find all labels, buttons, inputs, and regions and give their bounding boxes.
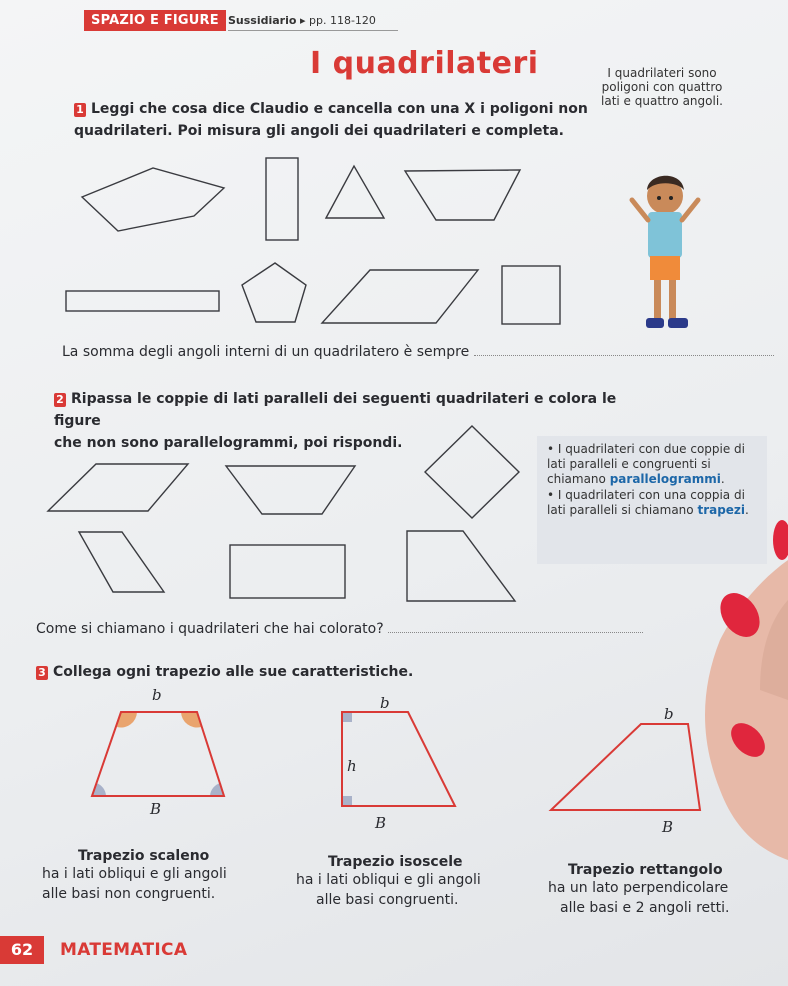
arrow-right-icon: ▸	[299, 14, 306, 27]
desc-isoscele-line1: ha i lati obliqui e gli angoli	[296, 872, 481, 888]
small-base-label-2: b	[380, 694, 390, 712]
exercise1-line1: Leggi che cosa dice Claudio e cancella con una X i poligoni non	[91, 101, 588, 117]
description-rettangolo[interactable]	[548, 862, 778, 918]
desc-scaleno-line1: ha i lati obliqui e gli angoli	[42, 866, 227, 882]
large-base-label-1: B	[150, 800, 162, 818]
small-base-label-3: b	[664, 705, 674, 723]
exercise2-number: 2	[54, 393, 66, 407]
term-parallelogrammi: parallelogrammi	[609, 472, 721, 486]
angle-sum-sentence: La somma degli angoli interni di un quadrilatero è sempre	[62, 344, 470, 360]
page-range: pp. 118-120	[308, 14, 376, 27]
title-scaleno: Trapezio scaleno	[78, 848, 210, 864]
definition-parallelogram-text: • I quadrilateri con due coppie di lati paralleli e congruenti si chiamano	[547, 442, 745, 486]
page-title: I quadrilateri	[310, 46, 539, 81]
right-angle-mark-bottom	[342, 796, 352, 806]
exercise2-line2: che non sono parallelogrammi, poi rispondi.	[54, 435, 403, 451]
definition-parallelogram-end: .	[720, 472, 725, 486]
fingernail-side	[773, 520, 788, 560]
definition-trapezoid-end: .	[745, 503, 749, 517]
trapezoid-2[interactable]	[226, 466, 355, 514]
rectangle-tall[interactable]	[266, 158, 298, 240]
desc-isoscele-line2: alle basi congruenti.	[316, 892, 459, 908]
title-rettangolo: Trapezio rettangolo	[568, 862, 723, 878]
exercise1-line2: quadrilateri. Poi misura gli angoli dei quadrilateri e completa.	[74, 123, 564, 139]
title-isoscele: Trapezio isoscele	[328, 854, 463, 870]
parallelogram-1[interactable]	[322, 270, 478, 323]
height-label: h	[347, 757, 357, 775]
rectangle-flat[interactable]	[66, 291, 219, 311]
section-tag: SPAZIO E FIGURE	[84, 10, 226, 31]
page-number: 62	[0, 936, 44, 964]
claudio-character-illustration	[632, 176, 698, 328]
exercise2-line1: Ripassa le coppie di lati paralleli dei seguenti quadrilateri e colora le figure	[54, 391, 617, 429]
trapezoid-example-scalene	[551, 724, 700, 810]
trapezoid-3[interactable]	[79, 532, 164, 592]
rhombus[interactable]	[425, 426, 519, 518]
small-base-label-1: b	[152, 686, 162, 704]
desc-rettangolo-line2: alle basi e 2 angoli retti.	[560, 900, 730, 916]
parallelogram-2[interactable]	[48, 464, 188, 511]
subject-label: MATEMATICA	[60, 940, 188, 960]
right-trapezoid-1[interactable]	[407, 531, 515, 601]
speech-bubble: I quadrilateri sono poligoni con quattro lati e quattro angoli.	[601, 66, 723, 108]
trapezoid-example-isosceles	[92, 712, 224, 796]
sussidiario-label: Sussidiario	[228, 14, 297, 27]
large-base-label-3: B	[662, 818, 674, 836]
pentagon-regular[interactable]	[242, 263, 306, 322]
trapezoid-example-right	[342, 712, 455, 806]
description-isoscele[interactable]	[296, 854, 526, 910]
term-trapezi: trapezi	[697, 503, 746, 517]
hand-photo	[705, 520, 788, 860]
triangle[interactable]	[326, 166, 384, 218]
desc-rettangolo-line1: ha un lato perpendicolare	[548, 880, 729, 896]
exercise3-number: 3	[36, 666, 48, 680]
exercise1-number: 1	[74, 103, 86, 117]
desc-scaleno-line2: alle basi non congruenti.	[42, 886, 216, 902]
question-text: Come si chiamano i quadrilateri che hai colorato?	[36, 621, 384, 637]
trapezoid-1[interactable]	[405, 170, 520, 220]
pentagon-irregular[interactable]	[82, 168, 224, 231]
definition-trapezoid-text: • I quadrilateri con una coppia di lati paralleli si chiamano	[547, 488, 745, 517]
square-1[interactable]	[502, 266, 560, 324]
rectangle-2[interactable]	[230, 545, 345, 598]
exercise3-text: Collega ogni trapezio alle sue caratteristiche.	[53, 664, 414, 680]
description-scaleno[interactable]	[36, 848, 266, 904]
right-angle-mark-top	[342, 712, 352, 722]
large-base-label-2: B	[375, 814, 387, 832]
